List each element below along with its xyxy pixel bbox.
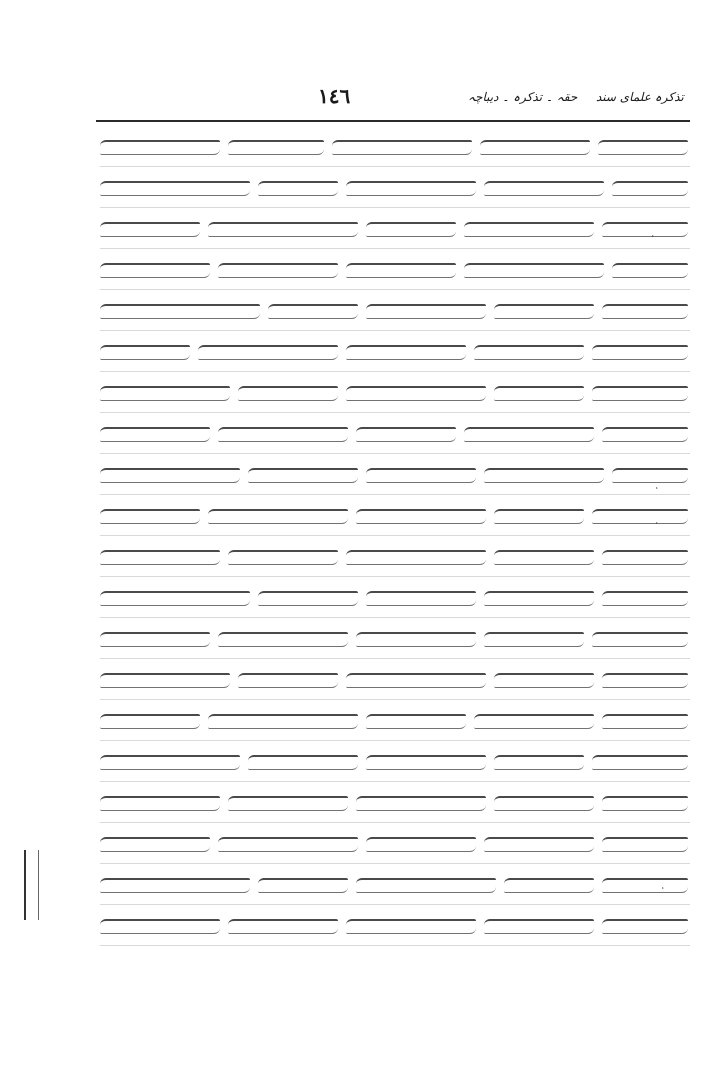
margin-stamp	[24, 850, 39, 920]
text-line	[100, 413, 690, 454]
text-line	[100, 577, 690, 618]
text-line	[100, 700, 690, 741]
text-line	[100, 372, 690, 413]
text-line	[100, 126, 690, 167]
text-line	[100, 536, 690, 577]
text-line	[100, 905, 690, 946]
text-line	[100, 823, 690, 864]
manuscript-body	[100, 126, 690, 946]
text-line	[100, 454, 690, 495]
text-line	[100, 864, 690, 905]
text-line	[100, 782, 690, 823]
text-line	[100, 208, 690, 249]
text-line	[100, 331, 690, 372]
page-number: ١٤٦	[318, 84, 351, 108]
text-line	[100, 659, 690, 700]
text-line	[100, 249, 690, 290]
text-line	[100, 290, 690, 331]
text-line	[100, 741, 690, 782]
running-title-left: حقہ ۔ تذکرہ ۔ دیباچہ	[468, 90, 578, 104]
text-line	[100, 495, 690, 536]
text-line	[100, 167, 690, 208]
running-title-right: تذکرہ علمای سند	[596, 90, 684, 104]
header-rule	[96, 120, 690, 122]
text-line	[100, 618, 690, 659]
